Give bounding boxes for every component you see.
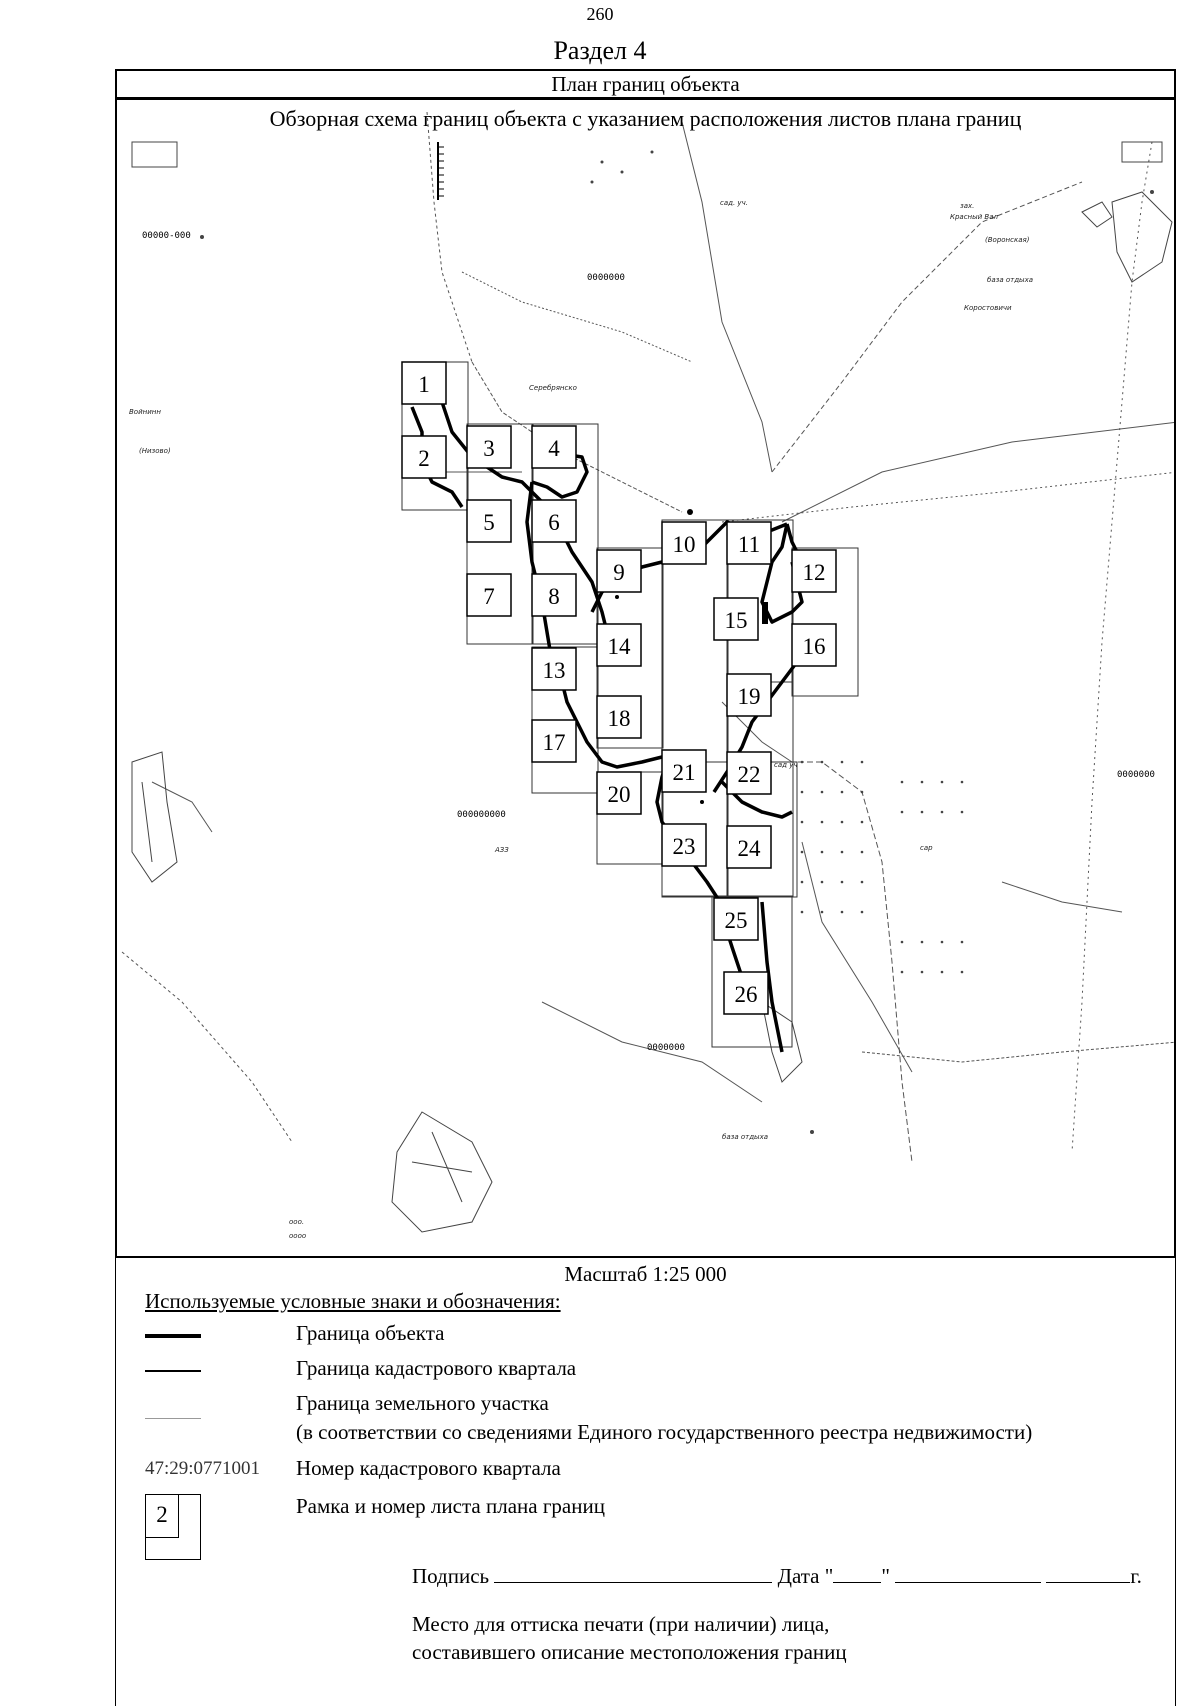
map-label: Войнинн <box>129 408 161 416</box>
section-title: Раздел 4 <box>553 36 647 65</box>
sheet-boxes <box>402 362 836 1014</box>
svg-text:12: 12 <box>802 560 826 585</box>
svg-text:4: 4 <box>548 436 560 461</box>
stamp-note-line2: составившего описание местоположения границ <box>412 1640 847 1664</box>
sheet-8[interactable] <box>532 574 576 616</box>
quarter-placeholder: 0000000 <box>1117 770 1155 780</box>
sheet-15[interactable] <box>714 598 758 640</box>
sheet-9[interactable] <box>597 550 641 592</box>
quarter-placeholder: 0000000 <box>587 273 625 283</box>
svg-text:24: 24 <box>737 836 761 861</box>
svg-text:6: 6 <box>548 510 560 535</box>
quarter-placeholder: 00000-000 <box>142 231 191 241</box>
sheet-20[interactable] <box>597 772 641 814</box>
overview-map <box>115 98 1176 1258</box>
map-label: база отдыха <box>722 1133 769 1141</box>
map-label: зах. <box>960 202 975 210</box>
legend-sheet-sample: 2 <box>145 1494 179 1538</box>
map-label: (Низово) <box>139 447 171 455</box>
sheet-17[interactable] <box>532 720 576 762</box>
legend-title: Используемые условные знаки и обозначения: <box>145 1289 561 1313</box>
svg-text:14: 14 <box>607 634 631 659</box>
map-labels <box>129 199 1033 1240</box>
sheet-13[interactable] <box>532 648 576 690</box>
sheet-16[interactable] <box>792 624 836 666</box>
map-label: (Воронская) <box>985 236 1030 244</box>
settlement-outlines <box>132 142 1172 1232</box>
svg-text:13: 13 <box>542 658 566 683</box>
svg-text:25: 25 <box>724 908 748 933</box>
sheet-11[interactable] <box>727 522 771 564</box>
legend-object-boundary: Граница объекта <box>296 1321 445 1345</box>
date-quote: " <box>881 1564 890 1588</box>
legend-land-plot-note: (в соответствии со сведениями Единого государственного реестра недвижимости) <box>296 1420 1033 1444</box>
legend-sheet-label: Рамка и номер листа плана границ <box>296 1494 605 1518</box>
map-label: сад. уч. <box>720 199 748 207</box>
plan-header: План границ объекта <box>115 69 1176 99</box>
date-label: Дата " <box>777 1564 834 1588</box>
sheet-5[interactable] <box>467 500 511 542</box>
svg-text:17: 17 <box>542 730 566 755</box>
sheet-2[interactable] <box>402 436 446 478</box>
map-label: АЗЗ <box>495 846 509 854</box>
svg-text:19: 19 <box>737 684 761 709</box>
overview-title: Обзорная схема границ объекта с указанием расположения листов плана границ <box>269 106 1022 131</box>
year-suffix: г. <box>1130 1564 1142 1588</box>
quarter-placeholder: 0000000 <box>647 1043 685 1053</box>
sheet-25[interactable] <box>714 898 758 940</box>
page-number: 260 <box>586 4 614 24</box>
svg-text:23: 23 <box>672 834 696 859</box>
date-day-field[interactable] <box>833 1564 881 1583</box>
legend-quarter-boundary: Граница кадастрового квартала <box>296 1356 577 1380</box>
svg-text:1: 1 <box>418 372 430 397</box>
sheet-7[interactable] <box>467 574 511 616</box>
svg-text:26: 26 <box>734 982 758 1007</box>
map-label: ооо. <box>289 1218 305 1226</box>
legend-quarter-number: Номер кадастрового квартала <box>296 1456 561 1480</box>
svg-text:2: 2 <box>418 446 430 471</box>
sheet-22[interactable] <box>727 752 771 794</box>
svg-text:22: 22 <box>737 762 761 787</box>
date-month-field[interactable] <box>895 1564 1041 1583</box>
svg-text:7: 7 <box>483 584 495 609</box>
date-year-field[interactable] <box>1046 1564 1130 1583</box>
svg-text:16: 16 <box>802 634 826 659</box>
svg-text:20: 20 <box>607 782 631 807</box>
svg-text:10: 10 <box>672 532 696 557</box>
legend-land-plot: Граница земельного участка <box>296 1391 549 1415</box>
sheet-12[interactable] <box>792 550 836 592</box>
map-label: база отдыха <box>987 276 1034 284</box>
map-label: оооо <box>289 1232 307 1240</box>
svg-text:11: 11 <box>737 532 761 557</box>
legend-object-boundary-swatch <box>145 1334 201 1338</box>
sheet-19[interactable] <box>727 674 771 716</box>
signature-label: Подпись <box>412 1564 490 1588</box>
map-background-lines <box>122 112 1176 1162</box>
sheet-10[interactable] <box>662 522 706 564</box>
sheet-14[interactable] <box>597 624 641 666</box>
svg-text:3: 3 <box>483 436 495 461</box>
map-label: Коростовичи <box>964 304 1012 312</box>
legend-quarter-boundary-swatch <box>145 1370 201 1372</box>
sheet-23[interactable] <box>662 824 706 866</box>
signature-line <box>412 1564 1142 1589</box>
sheet-4[interactable] <box>532 426 576 468</box>
svg-text:21: 21 <box>672 760 696 785</box>
north-mark <box>438 142 444 200</box>
sheet-18[interactable] <box>597 696 641 738</box>
map-label: сад уч <box>774 761 798 769</box>
sheet-26[interactable] <box>724 972 768 1014</box>
sheet-3[interactable] <box>467 426 511 468</box>
map-label: Красный Вал <box>950 213 998 221</box>
map-label: сар <box>920 844 933 852</box>
legend-land-plot-swatch <box>145 1418 201 1419</box>
svg-text:8: 8 <box>548 584 560 609</box>
dotted-fields <box>200 151 1154 1135</box>
signature-field[interactable] <box>494 1564 772 1583</box>
quarter-placeholder: 000000000 <box>457 810 506 820</box>
stamp-note-line1: Место для оттиска печати (при наличии) лица, <box>412 1612 830 1636</box>
sheet-1[interactable] <box>402 362 446 404</box>
svg-text:15: 15 <box>724 608 748 633</box>
svg-text:5: 5 <box>483 510 495 535</box>
sheet-24[interactable] <box>727 826 771 868</box>
sheet-6[interactable] <box>532 500 576 542</box>
quarter-placeholders <box>142 231 1155 1053</box>
map-canvas <box>117 100 1176 1258</box>
svg-text:9: 9 <box>613 560 625 585</box>
sheet-21[interactable] <box>662 750 706 792</box>
map-scale: Масштаб 1:25 000 <box>564 1262 727 1286</box>
map-label: Серебрянско <box>529 384 577 392</box>
svg-text:18: 18 <box>607 706 631 731</box>
legend-quarter-number-sample: 47:29:0771001 <box>145 1458 261 1479</box>
